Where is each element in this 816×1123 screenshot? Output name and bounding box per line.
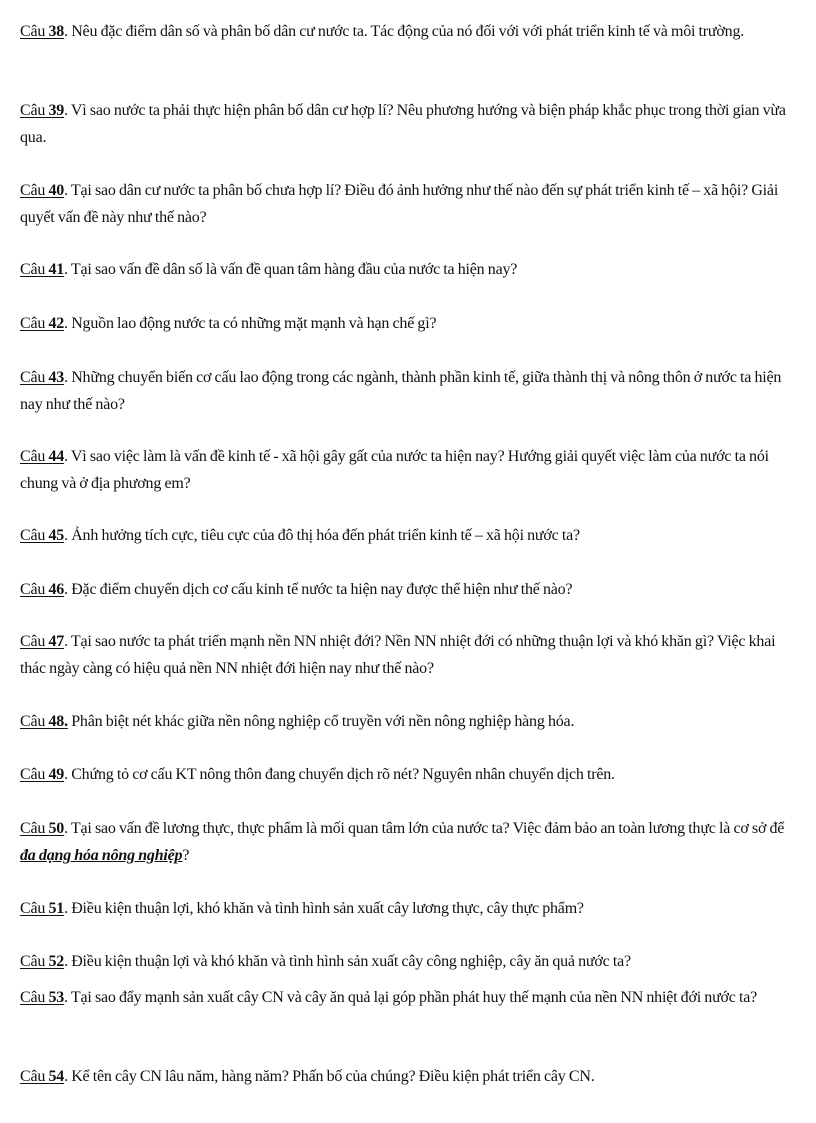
question-label: Câu 53 bbox=[20, 989, 65, 1006]
emphasized-phrase: đa dạng hóa nông nghiệp bbox=[20, 847, 183, 864]
question-label: Câu 52 bbox=[20, 953, 65, 970]
question-text: Đặc điểm chuyển dịch cơ cấu kinh tế nước ta hiện nay được thể hiện như thế nào? bbox=[67, 581, 573, 598]
question-54: Câu 54. Kể tên cây CN lâu năm, hàng năm? Phấn bố của chúng? Điều kiện phát triển cây CN. bbox=[20, 1068, 595, 1085]
question-42: Câu 42. Nguồn lao động nước ta có những mặt mạnh và hạn chế gì? bbox=[20, 315, 437, 332]
question-text: Chứng tỏ cơ cấu KT nông thôn đang chuyển dịch rõ nét? Nguyên nhân chuyển dịch trên. bbox=[67, 766, 615, 783]
question-text: Nguồn lao động nước ta có những mặt mạnh và hạn chế gì? bbox=[67, 315, 437, 332]
question-text: Kể tên cây CN lâu năm, hàng năm? Phấn bố của chúng? Điều kiện phát triển cây CN. bbox=[67, 1068, 595, 1085]
question-label: Câu 41 bbox=[20, 261, 65, 278]
question-label: Câu 39 bbox=[20, 102, 65, 119]
question-48 bbox=[20, 708, 800, 735]
question-51: Câu 51. Điều kiện thuận lợi, khó khăn và tình hình sản xuất cây lương thực, cây thực phẩm? bbox=[20, 900, 584, 917]
question-41: Câu 41. Tại sao vấn đề dân số là vấn đề quan tâm hàng đầu của nước ta hiện nay? bbox=[20, 261, 518, 278]
question-44: Câu 44. Vì sao việc làm là vấn đề kinh tế - xã hội gây gất của nước ta hiện nay? Hướng giải quyết việc làm của nước ta nói chung và ở địa phương em? bbox=[20, 448, 769, 492]
question-label: Câu 48. bbox=[20, 713, 68, 730]
question-label: Câu 38 bbox=[20, 23, 65, 40]
question-text: Điều kiện thuận lợi và khó khăn và tình hình sản xuất cây công nghiệp, cây ăn quả nước ta? bbox=[67, 953, 631, 970]
question-46: Câu 46. Đặc điểm chuyển dịch cơ cấu kinh tế nước ta hiện nay được thể hiện như thế nào? bbox=[20, 581, 573, 598]
question-text: Điều kiện thuận lợi, khó khăn và tình hình sản xuất cây lương thực, cây thực phẩm? bbox=[67, 900, 584, 917]
question-49: Câu 49. Chứng tỏ cơ cấu KT nông thôn đang chuyển dịch rõ nét? Nguyên nhân chuyển dịch trên. bbox=[20, 766, 615, 783]
question-label: Câu 44 bbox=[20, 448, 65, 465]
question-text: Vì sao nước ta phải thực hiện phân bố dân cư hợp lí? Nêu phương hướng và biện pháp khắc phục trong thời gian vừa qua. bbox=[20, 102, 786, 146]
question-text: Phân biệt nét khác giữa nền nông nghiệp cổ truyền với nền nông nghiệp hàng hóa. bbox=[67, 713, 575, 730]
question-39: Câu 39. Vì sao nước ta phải thực hiện phân bố dân cư hợp lí? Nêu phương hướng và biện pháp khắc phục trong thời gian vừa qua. bbox=[20, 102, 786, 146]
question-40: Câu 40. Tại sao dân cư nước ta phân bố chưa hợp lí? Điều đó ảnh hưởng như thế nào đến sự phát triển kinh tế – xã hội? Giải quyết vấn đề này như thế nào? bbox=[20, 182, 779, 226]
question-text: Tại sao nước ta phát triển mạnh nền NN nhiệt đới? Nền NN nhiệt đới có những thuận lợi và khó khăn gì? Việc khai thác ngày càng có hiệu quả nền NN nhiệt đới hiện nay như thế nào? bbox=[20, 633, 776, 677]
question-53: Câu 53. Tại sao đẩy mạnh sản xuất cây CN và cây ăn quả lại góp phần phát huy thế mạnh của nền NN nhiệt đới nước ta? bbox=[20, 989, 758, 1006]
question-label: Câu 40 bbox=[20, 182, 65, 199]
question-label: Câu 43 bbox=[20, 369, 65, 386]
question-label: Câu 46 bbox=[20, 581, 65, 598]
question-43: Câu 43. Những chuyển biến cơ cấu lao động trong các ngành, thành phần kinh tế, giữa thành thị và nông thôn ở nước ta hiện nay như thế nào? bbox=[20, 369, 782, 413]
question-label: Câu 50 bbox=[20, 820, 65, 837]
question-text: Nêu đặc điểm dân số và phân bố dân cư nước ta. Tác động của nó đối với với phát triển kinh tế và môi trường. bbox=[67, 23, 745, 40]
question-text: Tại sao đẩy mạnh sản xuất cây CN và cây ăn quả lại góp phần phát huy thế mạnh của nền NN nhiệt đới nước ta? bbox=[67, 989, 758, 1006]
question-text: Tại sao vấn đề lương thực, thực phẩm là mối quan tâm lớn của nước ta? Việc đảm bảo an toàn lương thực là cơ sở để bbox=[67, 820, 785, 837]
question-label: Câu 51 bbox=[20, 900, 65, 917]
question-label: Câu 49 bbox=[20, 766, 65, 783]
question-47: Câu 47. Tại sao nước ta phát triển mạnh nền NN nhiệt đới? Nền NN nhiệt đới có những thuận lợi và khó khăn gì? Việc khai thác ngày càng có hiệu quả nền NN nhiệt đới hiện nay như thế nào? bbox=[20, 633, 776, 677]
question-label: Câu 54 bbox=[20, 1068, 65, 1085]
question-text: Những chuyển biến cơ cấu lao động trong các ngành, thành phần kinh tế, giữa thành thị và nông thôn ở nước ta hiện nay như thế nào? bbox=[20, 369, 782, 413]
question-text: Vì sao việc làm là vấn đề kinh tế - xã hội gây gất của nước ta hiện nay? Hướng giải quyết việc làm của nước ta nói chung và ở địa phương em? bbox=[20, 448, 769, 492]
document-page bbox=[20, 0, 800, 1123]
question-38: Câu 38. Nêu đặc điểm dân số và phân bố dân cư nước ta. Tác động của nó đối với với phát triển kinh tế và môi trường. bbox=[20, 23, 745, 40]
question-label: Câu 45 bbox=[20, 527, 65, 544]
question-50: Câu 50. Tại sao vấn đề lương thực, thực phẩm là mối quan tâm lớn của nước ta? Việc đảm bảo an toàn lương thực là cơ sở để đa dạng hóa nông nghiệp? bbox=[20, 820, 785, 864]
question-text: Tại sao dân cư nước ta phân bố chưa hợp lí? Điều đó ảnh hưởng như thế nào đến sự phát triển kinh tế – xã hội? Giải quyết vấn đề này như thế nào? bbox=[20, 182, 779, 226]
question-label: Câu 42 bbox=[20, 315, 65, 332]
question-label: Câu 47 bbox=[20, 633, 65, 650]
question-text: Tại sao vấn đề dân số là vấn đề quan tâm hàng đầu của nước ta hiện nay? bbox=[67, 261, 518, 278]
question-text: Ảnh hưởng tích cực, tiêu cực của đô thị hóa đến phát triển kinh tế – xã hội nước ta? bbox=[67, 527, 580, 544]
question-45: Câu 45. Ảnh hưởng tích cực, tiêu cực của đô thị hóa đến phát triển kinh tế – xã hội nước ta? bbox=[20, 527, 580, 544]
question-52: Câu 52. Điều kiện thuận lợi và khó khăn và tình hình sản xuất cây công nghiệp, cây ăn quả nước ta? bbox=[20, 953, 631, 970]
